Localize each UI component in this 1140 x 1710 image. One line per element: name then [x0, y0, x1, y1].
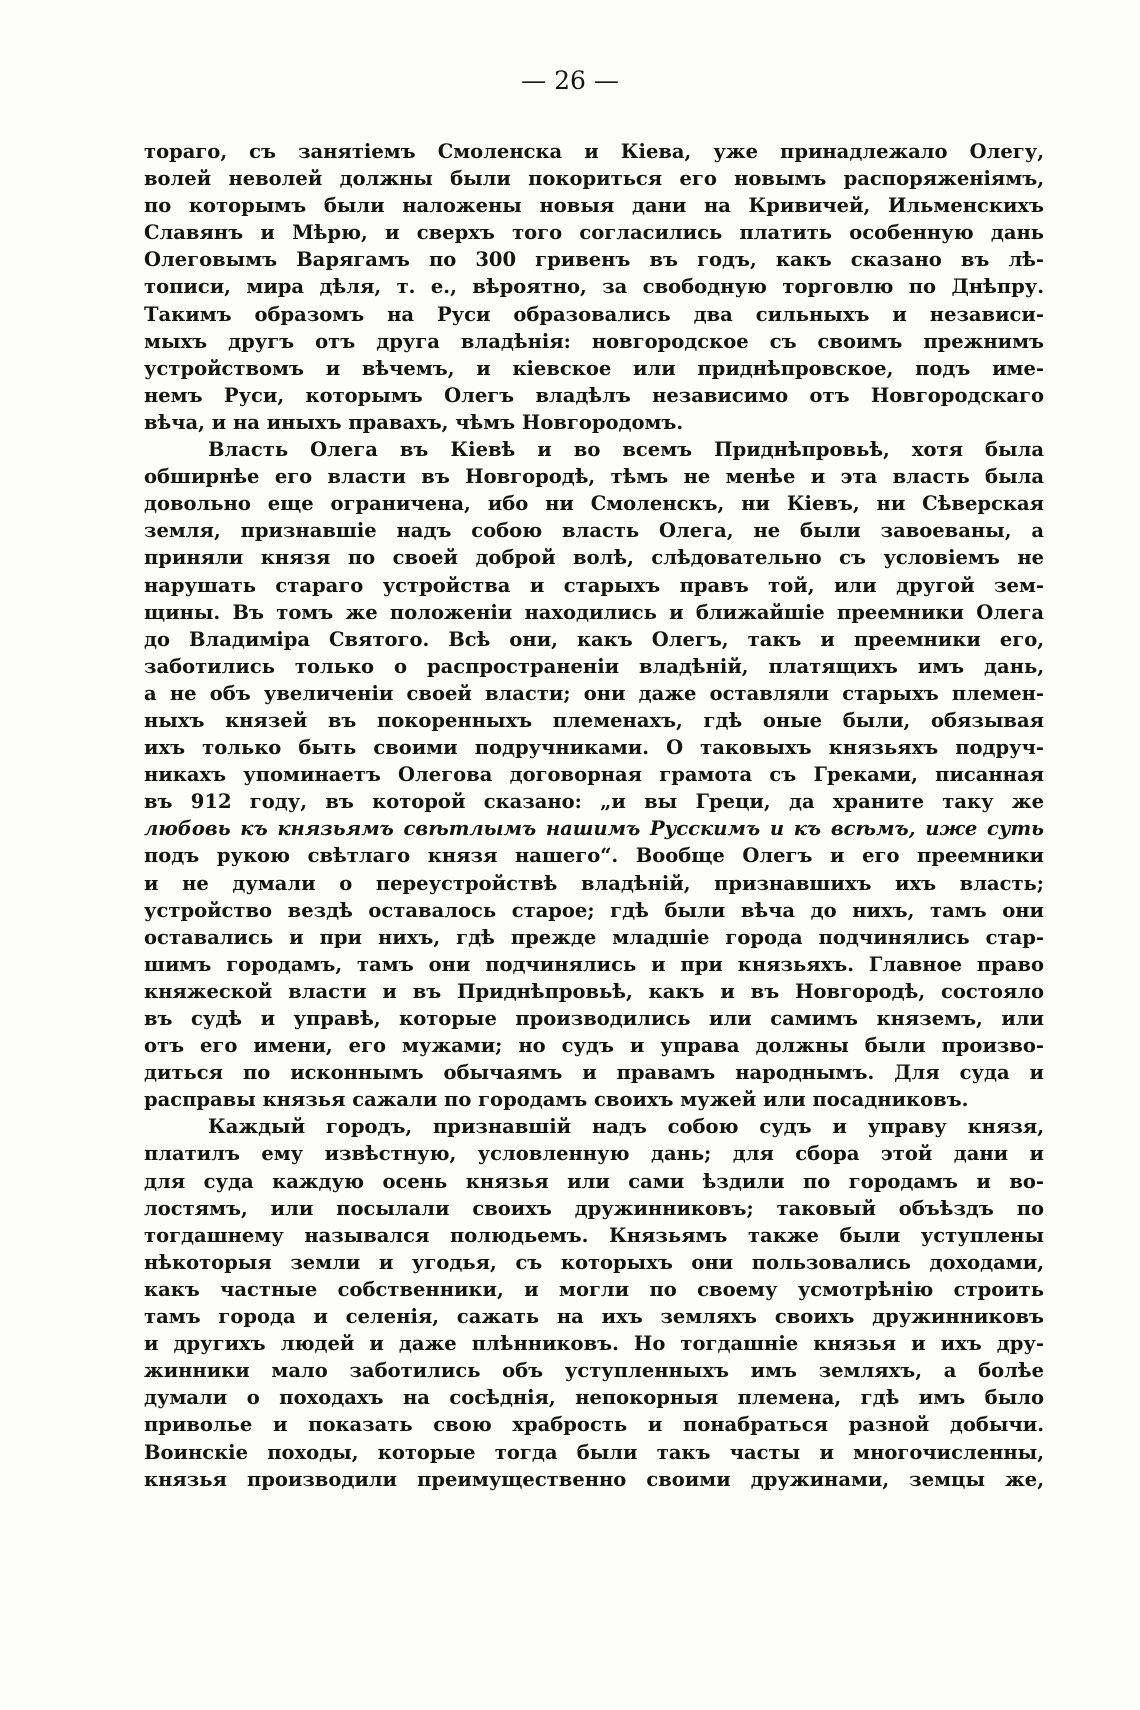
text-line: въ 912 году, въ которой сказано: „и вы Греци, да храните таку же	[144, 790, 1044, 814]
text-line: Олеговымъ Варягамъ по 300 гривенъ въ годъ, какъ сказано въ лѣ-	[144, 248, 1044, 272]
text-line: тогдашнему назывался полюдьемъ. Князьямъ также были уступлены	[144, 1223, 1044, 1247]
text-line: подъ рукою свѣтлаго князя нашего“. Вообще Олегъ и его преемники	[144, 844, 1044, 868]
text-line: никахъ упоминаетъ Олегова договорная грамота съ Греками, писанная	[144, 763, 1044, 787]
text-line: щины. Въ томъ же положеніи находились и ближайшіе преемники Олега	[144, 600, 1044, 624]
text-line: Воинскіе походы, которые тогда были такъ часты и многочисленны,	[144, 1440, 1044, 1464]
text-line: жинники мало заботились объ уступленныхъ имъ земляхъ, а болѣе	[144, 1359, 1044, 1383]
text-line: отъ его имени, его мужами; но судъ и управа должны были произво-	[144, 1034, 1044, 1058]
text-line: довольно еще ограничена, ибо ни Смоленскъ, ни Кіевъ, ни Сѣверская	[144, 492, 1044, 516]
text-line-italic-quote: любовь къ князьямъ свѣтлымъ нашимъ Русскимъ и къ всѣмъ, иже суть	[144, 817, 1044, 841]
text-line: ихъ только быть своими подручниками. О таковыхъ князьяхъ подруч-	[144, 736, 1044, 760]
paragraph-start-line: Власть Олега въ Кіевѣ и во всемъ Приднѣпровьѣ, хотя была	[208, 438, 1044, 462]
text-line: тописи, мира дѣля, т. е., вѣроятно, за свободную торговлю по Днѣпру.	[144, 275, 1044, 299]
text-line: вѣча, и на иныхъ правахъ, чѣмъ Новгородомъ.	[144, 410, 684, 434]
text-line: приволье и показать свою храбрость и понабраться разной добычи.	[144, 1413, 1044, 1437]
text-line: тамъ города и селенія, сажать на ихъ земляхъ своихъ дружинниковъ	[144, 1305, 1044, 1329]
text-line: расправы князья сажали по городамъ своихъ мужей или посадниковъ.	[144, 1088, 969, 1112]
text-line: диться по исконнымъ обычаямъ и правамъ народнымъ. Для суда и	[144, 1061, 1044, 1085]
text-line: нѣкоторыя земли и угодья, съ которыхъ они пользовались доходами,	[144, 1250, 1044, 1274]
text-line: обширнѣе его власти въ Новгородѣ, тѣмъ не менѣе и эта власть была	[144, 465, 1044, 489]
text-line: заботились только о распространеніи владѣній, платящихъ имъ дань,	[144, 654, 1044, 678]
page-number: — 26 —	[521, 66, 619, 95]
text-line: и другихъ людей и даже плѣнниковъ. Но тогдашніе князья и ихъ дру-	[144, 1332, 1044, 1356]
text-line: оставались и при нихъ, гдѣ прежде младшіе города подчинялись стар-	[144, 925, 1044, 949]
text-line: въ судѣ и управѣ, которые производились или самимъ княземъ, или	[144, 1007, 1044, 1030]
text-line: думали о походахъ на сосѣднія, непокорныя племена, гдѣ имъ было	[144, 1386, 1044, 1410]
text-line: лостямъ, или посылали своихъ дружинниковъ; таковый объѣздъ по	[144, 1196, 1044, 1220]
text-line: князья производили преимущественно своими дружинами, земцы же,	[144, 1467, 1044, 1491]
text-line: волей неволей должны были покориться его новымъ распоряженіямъ,	[144, 167, 1044, 191]
text-line: Такимъ образомъ на Руси образовались два сильныхъ и независи-	[144, 302, 1044, 326]
text-line: устройствомъ и вѣчемъ, и кіевское или приднѣпровское, подъ име-	[144, 356, 1044, 380]
text-line: земля, признавшіе надъ собою власть Олега, не были завоеваны, а	[144, 519, 1044, 543]
text-line: платилъ ему извѣстную, условленную дань; для сбора этой дани и	[144, 1142, 1044, 1166]
text-line: мыхъ другъ отъ друга владѣнія: новгородское съ своимъ прежнимъ	[144, 329, 1044, 353]
text-line: Славянъ и Мѣрю, и сверхъ того согласились платить особенную дань	[144, 221, 1044, 245]
text-line: для суда каждую осень князья или сами ѣздили по городамъ и во-	[144, 1169, 1044, 1193]
text-line: приняли князя по своей доброй волѣ, слѣдовательно съ условіемъ не	[144, 546, 1044, 570]
paragraph-start-line: Каждый городъ, признавшій надъ собою судъ и управу князя,	[208, 1115, 1044, 1139]
text-line: и не думали о переустройствѣ владѣній, признавшихъ ихъ власть;	[144, 871, 1044, 895]
text-line: по которымъ были наложены новыя дани на Кривичей, Ильменскихъ	[144, 194, 1044, 218]
text-line: устройство вездѣ оставалось старое; гдѣ были вѣча до нихъ, тамъ они	[144, 898, 1044, 922]
text-line: а не объ увеличеніи своей власти; они даже оставляли старыхъ племен-	[144, 681, 1044, 705]
text-line: какъ частные собственники, и могли по своему усмотрѣнію строить	[144, 1277, 1044, 1301]
text-line: ныхъ князей въ покоренныхъ племенахъ, гдѣ оные были, обязывая	[144, 708, 1044, 732]
text-line: тораго, съ занятіемъ Смоленска и Кіева, уже принадлежало Олегу,	[144, 140, 1044, 163]
body-text	[144, 138, 1044, 1493]
text-line: нарушать стараго устройства и старыхъ правъ той, или другой зем-	[144, 573, 1044, 597]
text-line: до Владиміра Святого. Всѣ они, какъ Олегъ, такъ и преемники его,	[144, 627, 1044, 651]
text-line: шимъ городамъ, тамъ они подчинялись и при князьяхъ. Главное право	[144, 952, 1044, 976]
text-line: немъ Руси, которымъ Олегъ владѣлъ независимо отъ Новгородскаго	[144, 383, 1044, 407]
text-line: княжеской власти и въ Приднѣпровьѣ, какъ и въ Новгородѣ, состояло	[144, 979, 1044, 1003]
